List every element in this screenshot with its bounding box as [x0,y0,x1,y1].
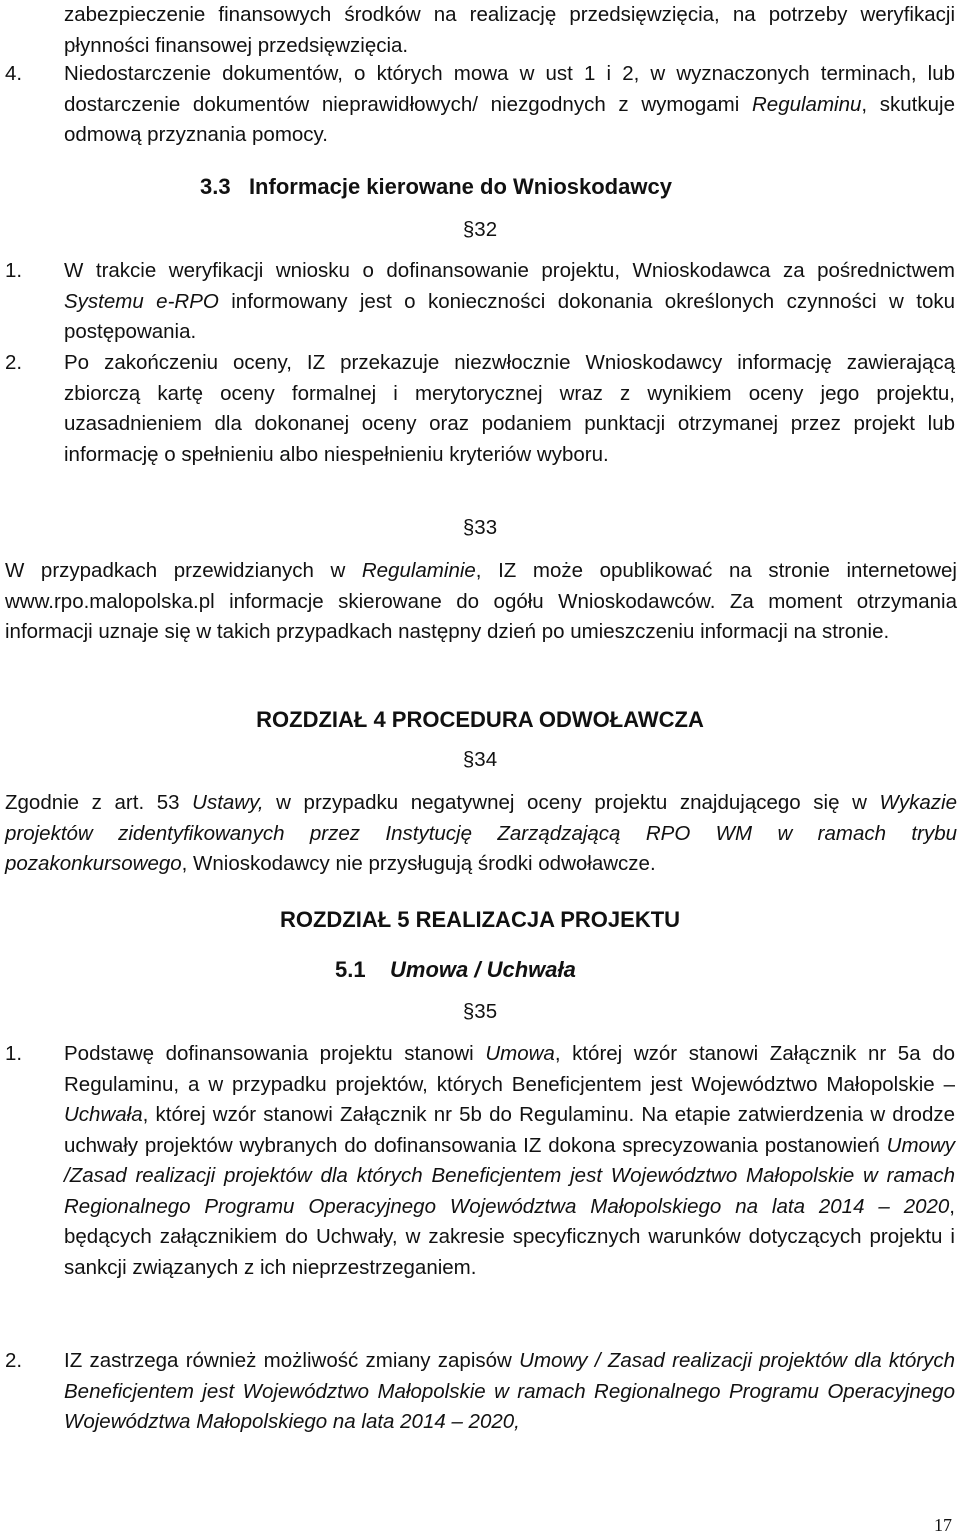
list-item-4 [64,59,955,151]
text-run: , będących załącznikiem do Uchwały, w zakresie specyficznych warunków dotyczących projektu i sankcji związanych z ich nieprzestrzeganiem. [64,1194,955,1279]
text-run: , której wzór stanowi Załącznik nr 5a do Regulaminu, a w przypadku projektów, których Beneficjentem jest Województwo Małopolskie – [64,1042,955,1096]
text-run: , IZ może opublikować na stronie internetowej www.rpo.malopolska.pl informacje skierowane do ogółu Wnioskodawców. Za moment otrzymania informacji uznaje się w takich przypadkach następny dzień po umieszczeniu informacji na stronie. [5,559,957,643]
text-run: W przypadkach przewidzianych w [5,559,362,582]
list-number: 1. [5,259,23,282]
text-run: , Wnioskodawcy nie przysługują środki odwoławcze. [181,852,656,875]
italic-run: Systemu e-RPO [64,289,219,313]
section-number: 5.1 [335,957,366,982]
text-run: w przypadku negatywnej oceny projektu znajdującego się w [263,791,880,814]
text-run: Zgodnie z art. 53 [5,791,193,814]
text-run: Podstawę dofinansowania projektu stanowi [64,1042,486,1065]
par32-item-1 [64,256,955,348]
list-number: 4. [5,62,23,85]
continuation-paragraph [64,0,955,61]
page-number: 17 [934,1515,952,1535]
italic-run: Umowy /Zasad realizacji projektów dla których Beneficjentem jest Województwo Małopolskie w ramach Regionalnego Programu Operacyjnego Województwa Małopolskiego na lata 2014 – 2020 [64,1133,955,1218]
text-run: Po zakończeniu oceny, IZ przekazuje niezwłocznie Wnioskodawcy informację zawierającą zbiorczą kartę oceny formalnej i merytorycznej wraz z wynikiem oceny jego projektu, uzasadnieniem dla dokonanej oceny oraz podaniem punktacji otrzymanej przez projekt lub informację o spełnieniu albo niespełnieniu kryteriów wyboru. [64,351,955,466]
text-run: , której wzór stanowi Załącznik nr 5b do Regulaminu. Na etapie zatwierdzenia w drodze uchwały projektów wybranych do dofinansowania IZ dokona sprecyzowania postanowień [64,1103,955,1157]
italic-run: Uchwała [64,1103,143,1126]
italic-run: Regulaminie [361,559,476,582]
section-title: Umowa / Uchwała [390,957,576,982]
paragraph-label-32: §32 [462,218,498,241]
par33-text [5,556,957,648]
text-run: Niedostarczenie dokumentów, o których mowa w ust 1 i 2, w wyznaczonych terminach, lub dostarczenie dokumentów nieprawidłowych/ niezgodnych z wymogami [64,62,955,116]
paragraph-text: zabezpieczenie finansowych środków na realizację przedsięwzięcia, na potrzeby weryfikacji płynności finansowej przedsięwzięcia. [64,3,955,57]
par32-item-2 [64,348,955,470]
chapter-heading-4: ROZDZIAŁ 4 PROCEDURA ODWOŁAWCZA [256,707,704,732]
italic-run: Regulaminu [752,92,862,116]
par34-text [5,788,957,880]
section-heading-5-1 [335,955,835,985]
italic-run: Ustawy, [192,791,264,814]
section-heading-3-3 [200,172,800,202]
paragraph-label-34: §34 [462,748,498,771]
par35-item-1 [64,1039,955,1283]
par35-item-2 [64,1346,955,1438]
italic-run: Umowy / Zasad realizacji projektów dla których Beneficjentem jest Województwo Małopolskie w ramach Regionalnego Programu Operacyjnego Województwa Małopolskiego na lata 2014 – 2020, [64,1349,955,1433]
paragraph-label-33: §33 [462,516,498,539]
text-run: informowany jest o konieczności dokonania określonych czynności w toku postępowania. [64,289,955,343]
italic-run: Umowa [485,1042,555,1065]
text-run: , skutkuje odmową przyznania pomocy. [64,92,955,146]
list-number: 1. [5,1042,23,1065]
section-title: Informacje kierowane do Wnioskodawcy [248,174,672,199]
italic-run: Wykazie projektów zidentyfikowanych przez Instytucję Zarządzającą RPO WM w ramach trybu pozakonkursowego [5,791,957,875]
section-number: 3.3 [200,174,231,199]
paragraph-label-35: §35 [462,1000,498,1023]
list-number: 2. [5,351,23,374]
text-run: IZ zastrzega również możliwość zmiany zapisów [64,1349,520,1372]
chapter-heading-5: ROZDZIAŁ 5 REALIZACJA PROJEKTU [279,907,681,932]
list-number: 2. [5,1349,23,1372]
text-run: W trakcie weryfikacji wniosku o dofinansowanie projektu, Wnioskodawca za pośrednictwem [64,259,955,282]
